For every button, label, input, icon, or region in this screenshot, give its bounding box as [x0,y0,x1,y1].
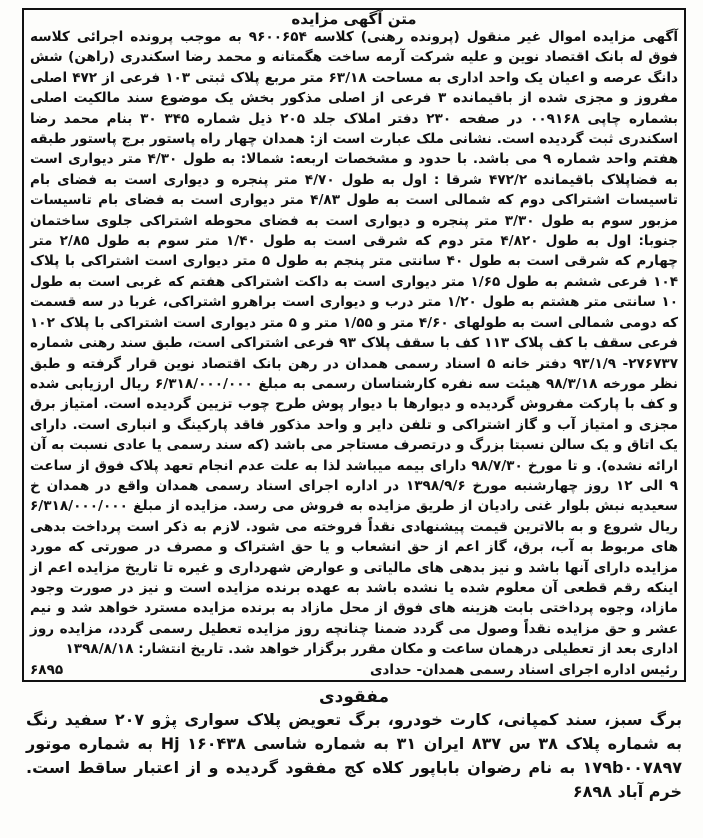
lost-notice-body: برگ سبز، سند کمپانی، کارت خودرو، برگ تعویض پلاک سواری پژو ۲۰۷ سفید رنگ به شماره پلاک ۳۸ س ۸۳۷ ایران ۳۱ به شماره شاسی Hj ۱۶۰۴۳۸ به شماره موتور ۱۷۹b۰۰۷۸۹۷ به نام رضوان باباپور کلاه کج مفقود گردیده و از اعتبار ساقط است. خرم آباد ۶۸۹۸ [26,710,683,801]
auction-notice-title: متن آگهی مزایده [291,10,417,28]
lost-document-notice [22,686,686,834]
auction-notice-body: آگهی مزایده اموال غیر منقول (پرونده رهنی) کلاسه ۹۶۰۰۶۵۴ به موجب پرونده اجرائی کلاسه فوق له بانک اقتصاد نوین و علیه شرکت آرمه ساخت هگمتانه و محمد رضا اسکندری (راهن) شش دانگ عرصه و اعیان یک واحد اداری به مساحت ۶۳/۱۸ متر مربع پلاک ثبتی ۱۰۳ فرعی از ۴۷۲ اصلی مفروز و مجزی شده از باقیمانده ۳ فرعی از اصلی مذکور بخش یک موضوع سند مالکیت اصلی بشماره چاپی ۰۰۹۱۶۸ در صفحه ۲۳۰ دفتر املاک جلد ۲۰۵ ذیل شماره ۳۴۵ ۳۰ بنام محمد رضا اسکندری ثبت گردیده است. نشانی ملک عبارت است از: همدان چهار راه پاستور برج پاستور طبقه هفتم واحد شماره ۹ می باشد. با حدود و مشخصات اربعه: شمالا: به طول ۴/۳۰ متر دیواری است به فضاپلاک باقیمانده ۴۷۲/۲ شرقا : اول به طول ۴/۷۰ متر پنجره و دیواری است به فضای بام تاسیسات اشتراکی دوم که شمالی است به طول ۴/۸۳ متر دیواری است به فضای بام تاسیسات مزبور سوم به طول ۳/۳۰ متر پنجره و دیواری است به فضای محوطه اشتراکی جلوی ساختمان جنوبا: اول به طول ۴/۸۲۰ متر دوم که شرقی است به طول ۱/۴۰ متر سوم به طول ۲/۸۵ متر چهارم که شرقی است به طول ۴۰ سانتی متر پنجم به طول ۵ متر دیواری است اشتراکی با پلاک ۱۰۴ فرعی ششم به طول ۱/۶۵ متر دیواری است به داکت اشتراکی هفتم که غربی است به طول ۱۰ سانتی متر هشتم به طول ۱/۲۰ متر درب و دیواری است براهرو اشتراکی، غربا در سه قسمت که دومی شمالی است به طولهای ۴/۶۰ متر و ۱/۵۵ متر و ۵ متر دیواری است اشتراکی با پلاک ۱۰۲ فرعی سقف با کف پلاک ۱۱۳ کف با سقف پلاک ۹۳ فرعی اشتراکی است، طبق سند رهنی شماره ۲۷۶۷۳۷- ۹۳/۱/۹ دفتر خانه ۵ اسناد رسمی همدان در رهن بانک اقتصاد نوین قرار گرفته و طبق نظر مورخه ۹۸/۳/۱۸ هیئت سه نفره کارشناسان رسمی به مبلغ ۶/۳۱۸/۰۰۰/۰۰۰ ریال ارزیابی شده و کف با پارکت مفروش گردیده و دیوارها با دیوار پوش طرح چوب تزیین گردیده است. امتیاز برق مجزی و امتیاز آب و گاز اشتراکی و تلفن دایر و واحد مذکور فاقد پارکینگ و انباری است. دارای یک اتاق و یک سالن نسبتا بزرگ و درتصرف مستاجر می باشد (که سند رسمی یا عادی نسبت به آن ارائه نشده). و تا مورخ ۹۸/۷/۳۰ دارای بیمه میباشد لذا به علت عدم انجام تعهد پلاک فوق از ساعت ۹ الی ۱۲ روز چهارشنبه مورخ ۱۳۹۸/۹/۶ در اداره اجرای اسناد رسمی همدان واقع در همدان خ سعیدیه نبش بلوار غنی رادیان از طریق مزایده به فروش می رسد. مزایده از مبلغ ۶/۳۱۸/۰۰۰/۰۰۰ ریال شروع و به بالاترین قیمت پیشنهادی نقداً فروخته می شود. لازم به ذکر است پرداخت بدهی های مربوط به آب، برق، گاز اعم از حق انشعاب و یا حق اشتراک و مصرف در صورتی که مورد مزایده دارای آنها باشد و نیز بدهی های مالیاتی و عوارض شهرداری و غیره تا تاریخ مزایده اعم از اینکه رقم قطعی آن معلوم شده یا نشده باشد به عهده برنده مزایده است و نیز در صورت وجود مازاد، وجوه پرداختی بابت هزینه های فوق از محل مازاد به برنده مزایده مسترد خواهد شد و نیم عشر و حق مزایده نقداً وصول می گردد ضمنا چنانچه روز مزایده تعطیل رسمی گردد، مزایده روز اداری بعد از تعطیلی درهمان ساعت و مکان مقرر برگزار خواهد شد. تاریخ انتشار: ۱۳۹۸/۸/۱۸ [30,29,679,658]
auction-notice-code: ۶۸۹۵ [30,661,64,678]
auction-notice-box [22,8,686,682]
auction-notice-signature: رئیس اداره اجرای اسناد رسمی همدان- حدادی [369,661,678,678]
lost-notice-title: مفقودی [319,687,389,707]
auction-notice-footer [24,660,684,680]
